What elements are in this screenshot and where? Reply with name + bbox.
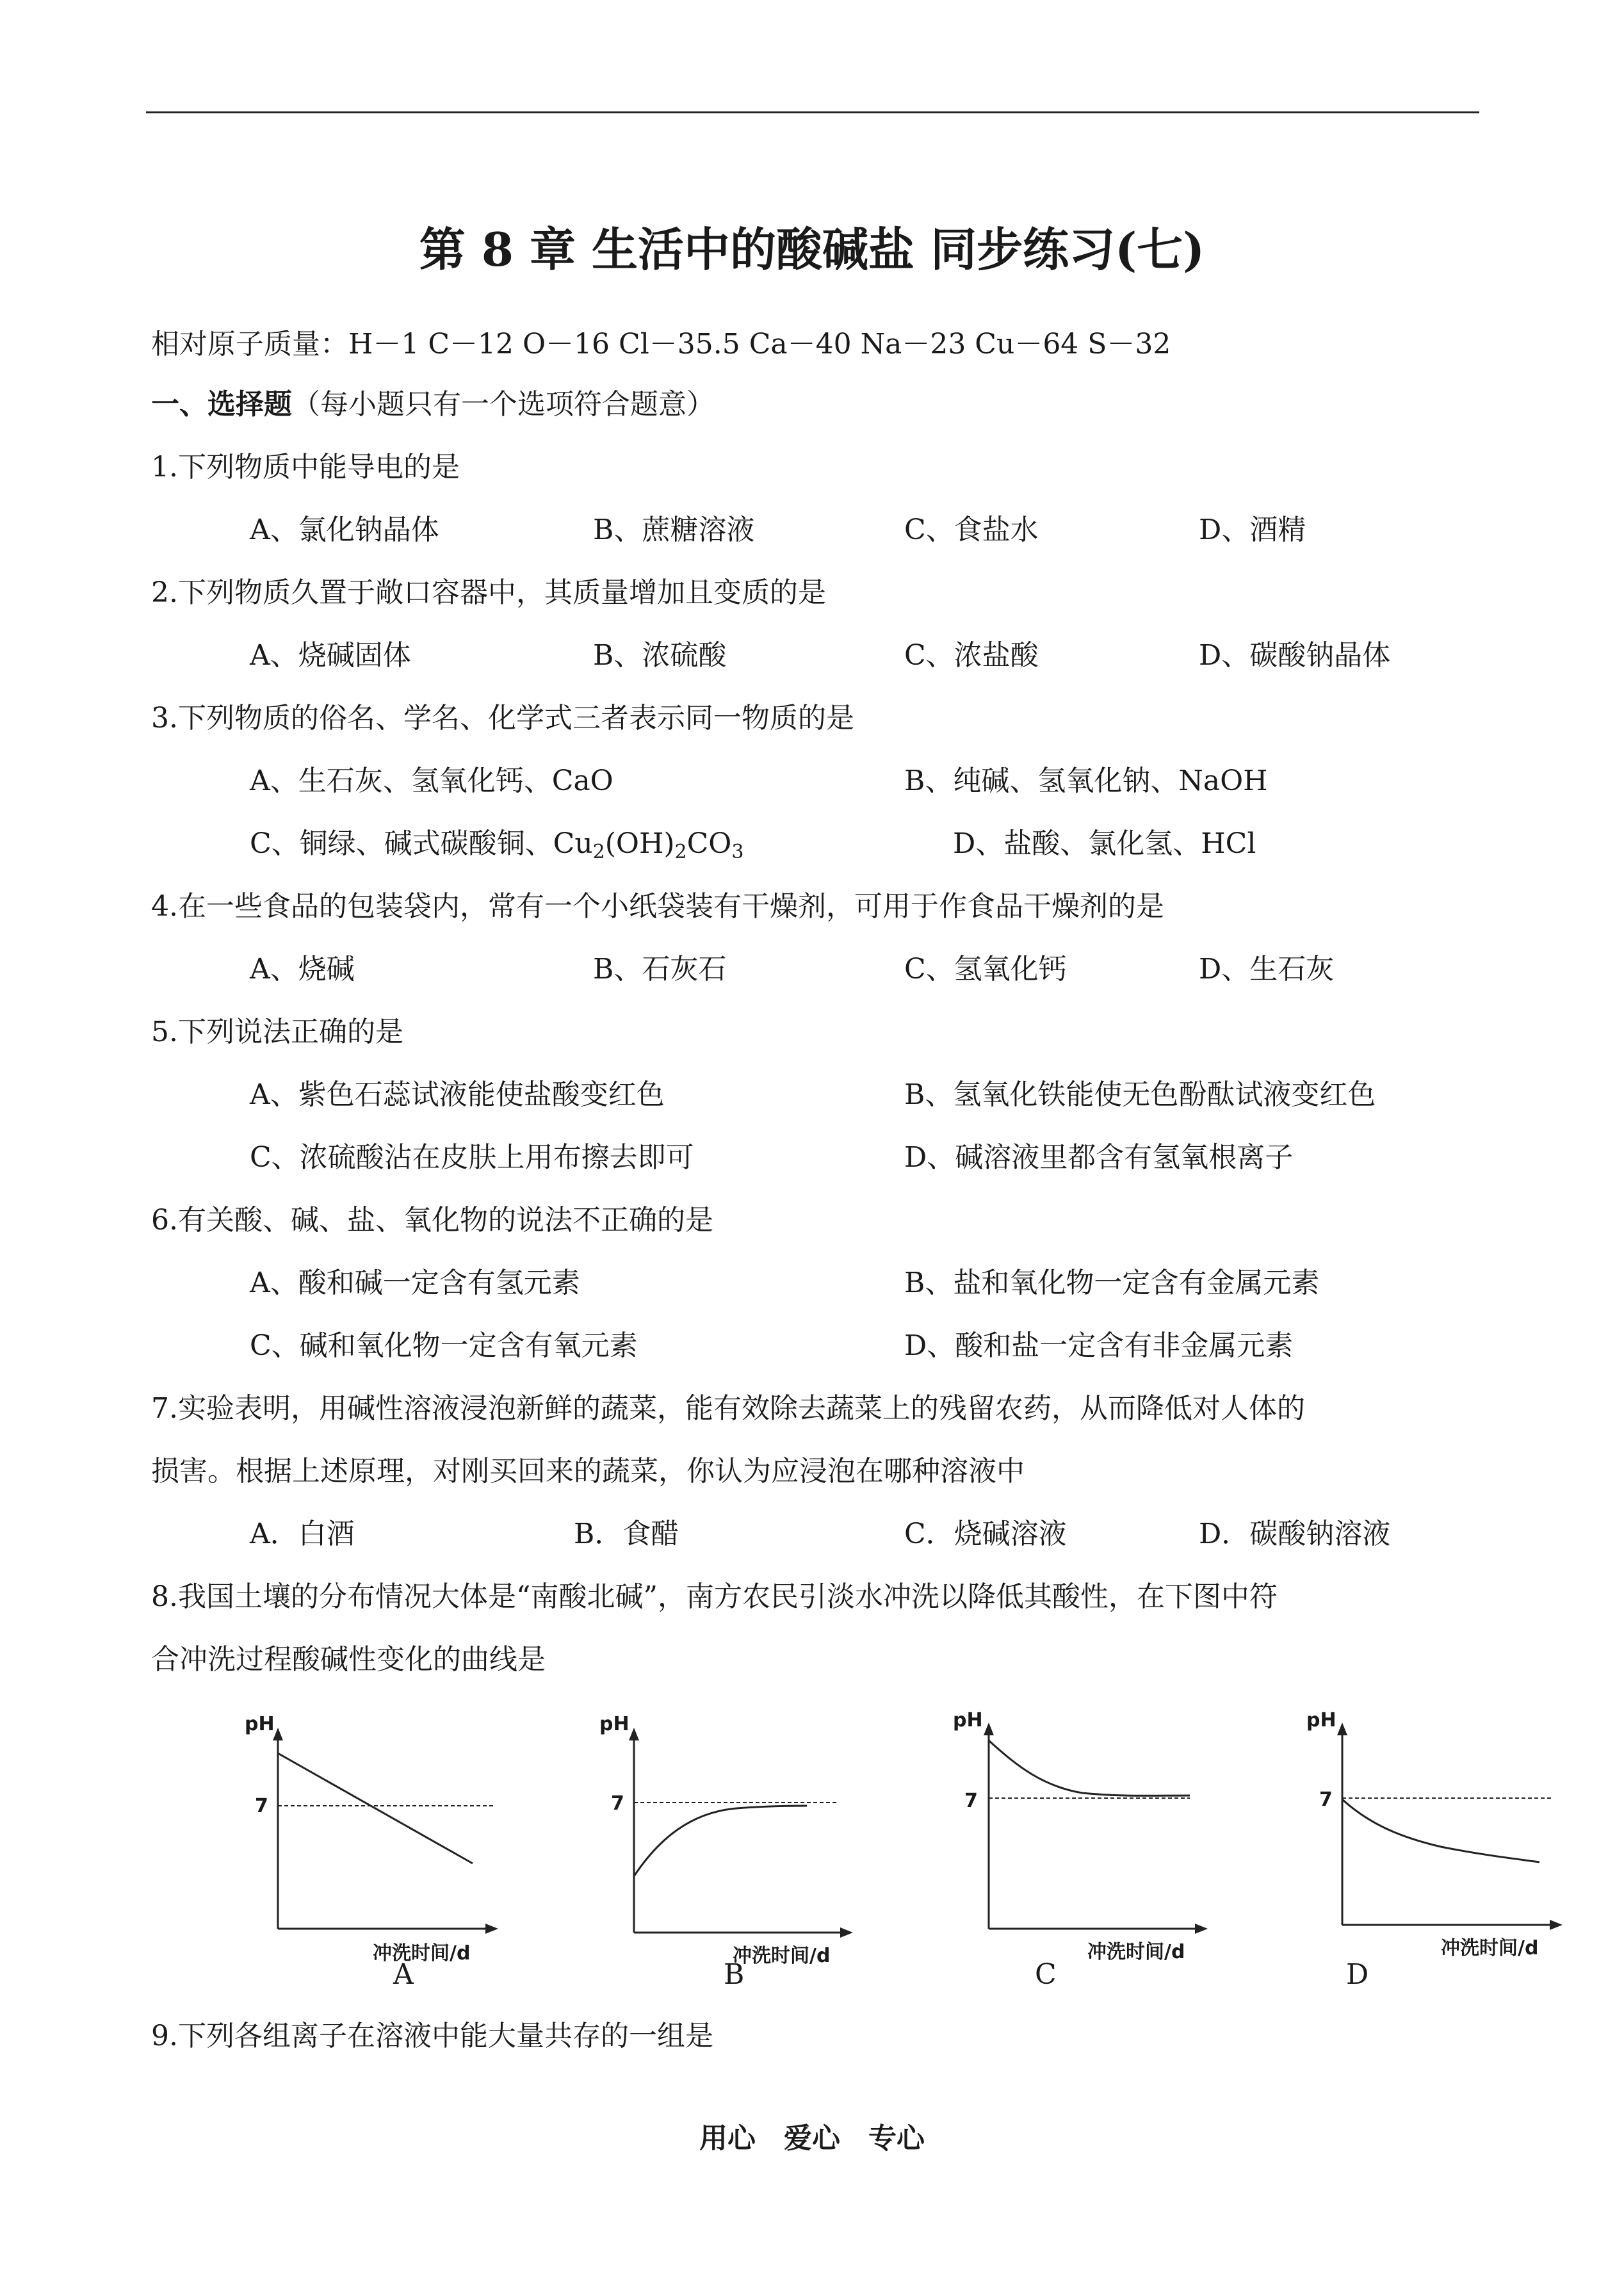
- q7-stem-line2: 损害。根据上述原理，对刚买回来的蔬菜，你认为应浸泡在哪种溶液中: [151, 1455, 1025, 1488]
- q3-stem: 3.下列物质的俗名、学名、化学式三者表示同一物质的是: [151, 702, 854, 734]
- q7-option-d: D．碳酸钠溶液: [1199, 1518, 1391, 1550]
- q5-stem: 5.下列说法正确的是: [151, 1016, 403, 1048]
- q1-option-d: D、酒精: [1199, 514, 1306, 546]
- chart-b-ylabel: pH: [599, 1713, 629, 1735]
- page-footer: [0, 2120, 1624, 2158]
- q2-option-c: C、浓盐酸: [904, 639, 1039, 672]
- q8-stem-line1: 8.我国土壤的分布情况大体是“南酸北碱”，南方农民引淡水冲洗以降低其酸性，在下图中符: [151, 1580, 1278, 1613]
- footer-word-3: 专心: [868, 2122, 925, 2155]
- q7-option-a: A．白酒: [250, 1518, 355, 1550]
- chart-a: [245, 1713, 498, 1985]
- chart-a-ylabel: pH: [245, 1713, 275, 1735]
- q4-option-a: A、烧碱: [250, 953, 355, 985]
- q6-option-a: A、酸和碱一定含有氢元素: [250, 1267, 580, 1299]
- q2-stem: 2.下列物质久置于敞口容器中，其质量增加且变质的是: [151, 576, 826, 609]
- section-heading-line: [151, 385, 715, 424]
- q3-option-a: A、生石灰、氢氧化钙、CaO: [250, 765, 613, 797]
- q3-option-c: C、铜绿、碱式碳酸铜、$Cu_2(OH)_2CO_3$: [250, 827, 744, 863]
- q1-option-c: C、食盐水: [904, 514, 1039, 546]
- q7-option-b: B．食醋: [574, 1518, 679, 1550]
- chart-c-tick-7: 7: [964, 1790, 978, 1812]
- section-note: （每小题只有一个选项符合题意）: [292, 388, 715, 421]
- chart-a-letter: A: [393, 1958, 414, 1985]
- q1-stem: 1.下列物质中能导电的是: [151, 451, 460, 483]
- chart-b: [599, 1713, 853, 1985]
- q9-stem: 9.下列各组离子在溶液中能大量共存的一组是: [151, 2020, 713, 2052]
- chart-d-curve: [1342, 1799, 1539, 1862]
- chart-c-letter: C: [1035, 1958, 1057, 1985]
- chart-a-xlabel: 冲洗时间/d: [373, 1942, 471, 1965]
- chart-c-xlabel: 冲洗时间/d: [1087, 1941, 1185, 1963]
- chart-d: [1306, 1709, 1563, 1985]
- chart-a-x-arrow: [485, 1924, 498, 1934]
- chart-c: [953, 1709, 1208, 1985]
- chart-c-ylabel: pH: [953, 1709, 983, 1731]
- q2-option-d: D、碳酸钠晶体: [1199, 639, 1391, 672]
- chart-b-letter: B: [724, 1958, 745, 1985]
- q4-option-b: B、石灰石: [593, 953, 727, 985]
- q4-stem: 4.在一些食品的包装袋内，常有一个小纸袋装有干燥剂，可用于作食品干燥剂的是: [151, 890, 1164, 923]
- q2-option-b: B、浓硫酸: [593, 639, 727, 672]
- section-heading: 一、选择题: [151, 388, 292, 421]
- chart-c-y-arrow: [984, 1723, 994, 1735]
- footer-word-2: 爱心: [784, 2122, 840, 2155]
- chart-d-ylabel: pH: [1306, 1709, 1336, 1731]
- chart-c-x-arrow: [1195, 1924, 1208, 1934]
- q1-option-a: A、氯化钠晶体: [250, 514, 439, 546]
- chart-d-y-arrow: [1337, 1723, 1347, 1735]
- chart-d-letter: D: [1346, 1958, 1369, 1985]
- page-title: 第 8 章 生活中的酸碱盐 同步练习(七): [419, 222, 1205, 277]
- q7-stem-line1: 7.实验表明，用碱性溶液浸泡新鲜的蔬菜，能有效除去蔬菜上的残留农药，从而降低对人体的: [151, 1392, 1305, 1425]
- header-rule: [146, 111, 1479, 113]
- chart-d-x-arrow: [1550, 1920, 1563, 1930]
- q1-option-b: B、蔗糖溶液: [593, 514, 755, 546]
- q5-option-c: C、浓硫酸沾在皮肤上用布擦去即可: [250, 1141, 694, 1174]
- atomic-mass-line: 相对原子质量：H－1 C－12 O－16 Cl－35.5 Ca－40 Na－23 Cu－64 S－32: [151, 328, 1171, 361]
- q6-option-d: D、酸和盐一定含有非金属元素: [904, 1329, 1294, 1362]
- footer-word-1: 用心: [699, 2122, 756, 2155]
- q8-stem-line2: 合冲洗过程酸碱性变化的曲线是: [151, 1643, 546, 1676]
- q6-stem: 6.有关酸、碱、盐、氧化物的说法不正确的是: [151, 1204, 713, 1237]
- chart-a-curve: [278, 1753, 473, 1863]
- q4-option-c: C、氢氧化钙: [904, 953, 1067, 985]
- q2-option-a: A、烧碱固体: [250, 639, 411, 672]
- q5-option-d: D、碱溶液里都含有氢氧根离子: [904, 1141, 1294, 1174]
- chart-c-curve: [989, 1740, 1190, 1796]
- chart-b-x-arrow: [840, 1927, 853, 1938]
- chart-a-tick-7: 7: [255, 1795, 268, 1817]
- q3-option-d: D、盐酸、氯化氢、HCl: [953, 827, 1256, 860]
- q5-option-b: B、氢氧化铁能使无色酚酞试液变红色: [904, 1078, 1376, 1111]
- q6-option-b: B、盐和氧化物一定含有金属元素: [904, 1267, 1320, 1299]
- chart-d-tick-7: 7: [1319, 1788, 1333, 1811]
- chart-b-curve: [634, 1806, 807, 1876]
- q7-option-c: C．烧碱溶液: [904, 1518, 1067, 1550]
- chart-b-xlabel: 冲洗时间/d: [733, 1945, 831, 1967]
- chart-b-y-arrow: [629, 1728, 639, 1740]
- q6-option-c: C、碱和氧化物一定含有氧元素: [250, 1329, 638, 1362]
- q8-charts: [0, 1691, 1624, 1985]
- chart-b-tick-7: 7: [611, 1792, 624, 1815]
- q5-option-a: A、紫色石蕊试液能使盐酸变红色: [250, 1078, 665, 1111]
- chart-d-xlabel: 冲洗时间/d: [1441, 1937, 1539, 1959]
- q3-option-b: B、纯碱、氢氧化钠、NaOH: [904, 765, 1268, 797]
- q4-option-d: D、生石灰: [1199, 953, 1335, 985]
